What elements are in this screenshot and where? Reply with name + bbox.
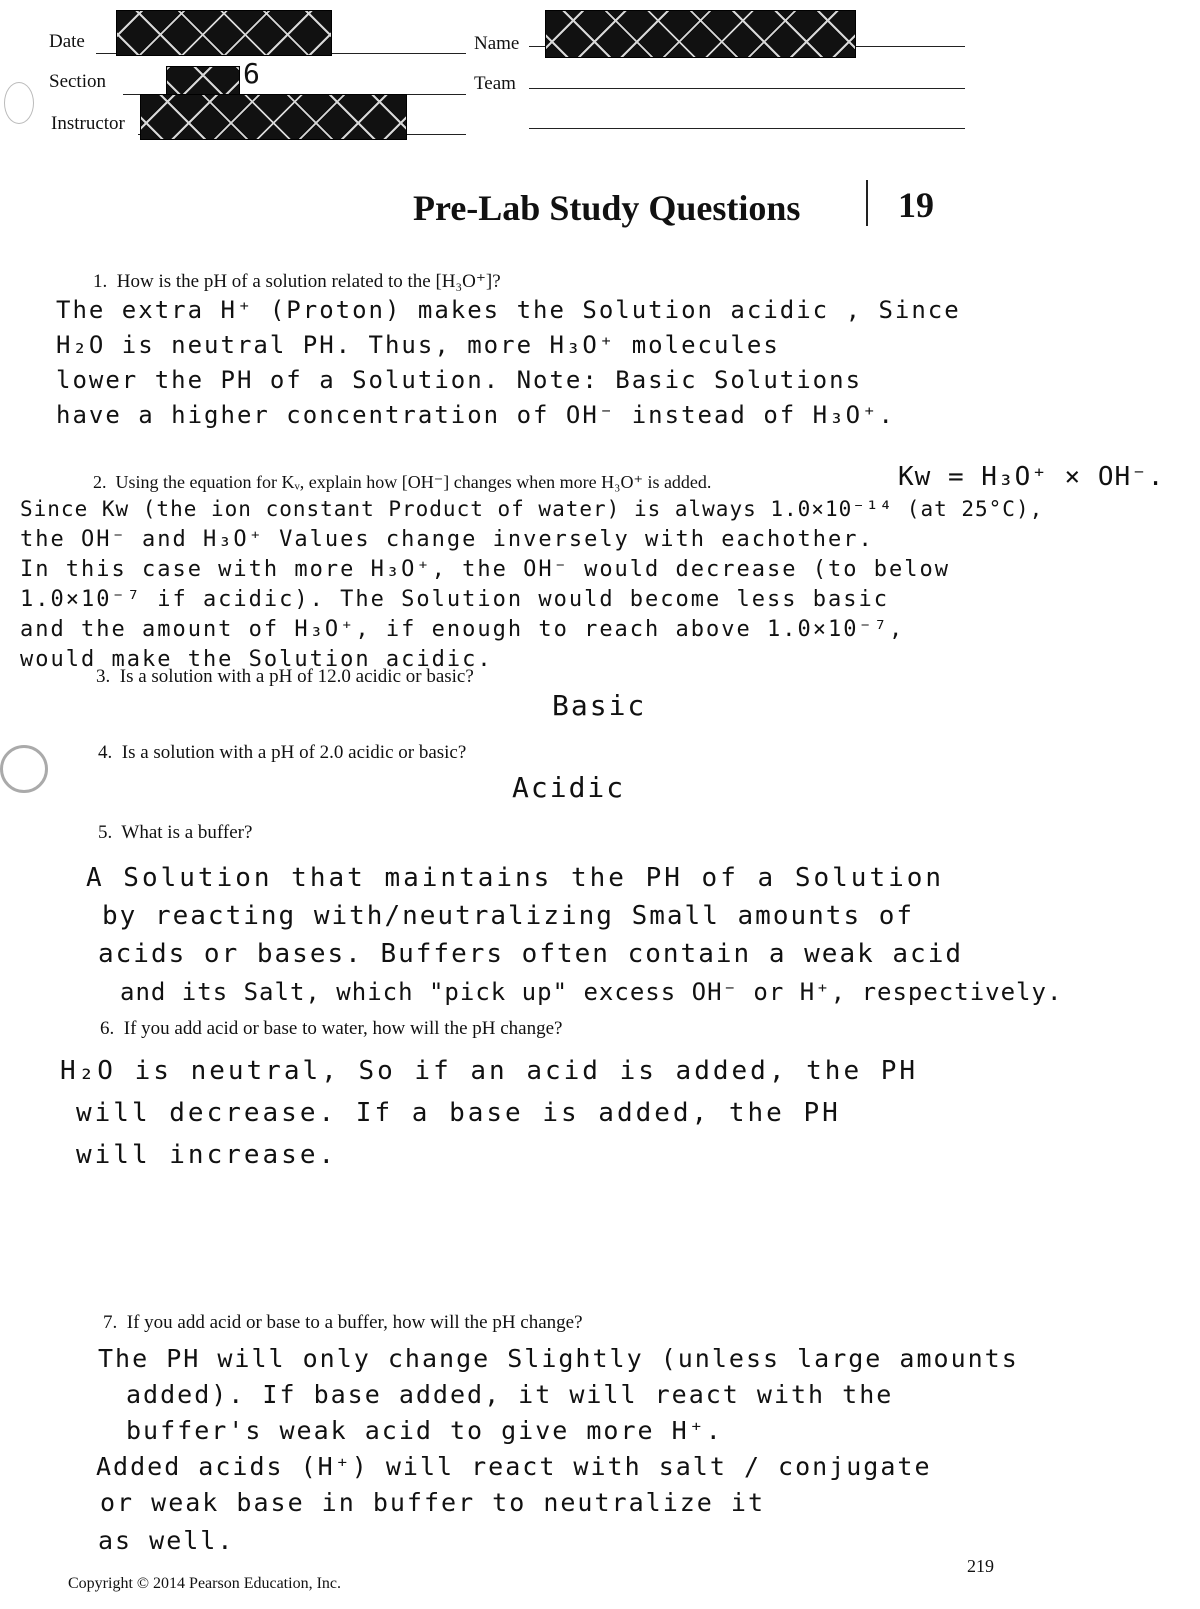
- answer-6-line-3: will increase.: [76, 1140, 338, 1170]
- section-value: 6: [243, 57, 262, 90]
- question-6: 6. If you add acid or base to water, how will the pH change?: [100, 1018, 563, 1039]
- answer-4: Acidic: [512, 771, 626, 804]
- answer-5-line-1: A Solution that maintains the PH of a Solution: [86, 863, 945, 893]
- answer-7-line-3: buffer's weak acid to give more H⁺.: [126, 1416, 723, 1445]
- answer-7-line-6: as well.: [98, 1526, 235, 1555]
- answer-3: Basic: [552, 689, 647, 722]
- answer-6-line-2: will decrease. If a base is added, the PH: [76, 1098, 841, 1128]
- page-title: Pre-Lab Study Questions: [413, 188, 801, 228]
- answer-2-inline: Kw = H₃O⁺ × OH⁻.: [898, 462, 1165, 492]
- question-4: 4. Is a solution with a pH of 2.0 acidic or basic?: [98, 742, 467, 763]
- answer-7-line-5: or weak base in buffer to neutralize it: [100, 1488, 765, 1517]
- answer-7-line-1: The PH will only change Slightly (unless large amounts: [98, 1344, 1019, 1373]
- binder-hole-mark: [4, 82, 34, 124]
- team-label: Team: [474, 73, 516, 94]
- answer-7-line-2: added). If base added, it will react with the: [126, 1380, 894, 1409]
- binder-hole-mark: [0, 745, 48, 793]
- instructor-label: Instructor: [51, 113, 125, 134]
- answer-2-line-6: would make the Solution acidic.: [20, 647, 493, 672]
- answer-2-line-4: 1.0×10⁻⁷ if acidic). The Solution would become less basic: [20, 587, 889, 612]
- answer-6-line-1: H₂O is neutral, So if an acid is added, the PH: [60, 1056, 919, 1086]
- answer-2-line-2: the OH⁻ and H₃O⁺ Values change inversely with eachother.: [20, 527, 874, 552]
- answer-1-line-4: have a higher concentration of OH⁻ instead of H₃O⁺.: [56, 401, 895, 429]
- answer-1-line-3: lower the PH of a Solution. Note: Basic Solutions: [56, 366, 863, 394]
- answer-1-line-1: The extra H⁺ (Proton) makes the Solution acidic , Since: [56, 296, 961, 324]
- title-divider: [866, 180, 868, 226]
- instructor-redaction: [140, 94, 407, 140]
- name-redaction: [545, 10, 856, 58]
- date-label: Date: [49, 31, 85, 52]
- question-2: 2. Using the equation for Kᵥ, explain how [OH⁻] changes when more H₃O⁺ is added.: [93, 472, 712, 492]
- answer-2-line-5: and the amount of H₃O⁺, if enough to reach above 1.0×10⁻⁷,: [20, 617, 905, 642]
- answer-5-line-3: acids or bases. Buffers often contain a weak acid: [98, 939, 964, 969]
- copyright: Copyright © 2014 Pearson Education, Inc.: [68, 1575, 341, 1592]
- answer-7-line-4: Added acids (H⁺) will react with salt / conjugate: [96, 1452, 932, 1481]
- page-number: 219: [967, 1556, 994, 1576]
- chapter-number: 19: [898, 185, 934, 225]
- question-5: 5. What is a buffer?: [98, 822, 253, 843]
- answer-2-line-3: In this case with more H₃O⁺, the OH⁻ would decrease (to below: [20, 557, 950, 582]
- answer-5-line-2: by reacting with/neutralizing Small amounts of: [102, 901, 915, 931]
- question-1: 1. How is the pH of a solution related to the [H₃O⁺]?: [93, 271, 501, 292]
- date-redaction: [116, 10, 332, 56]
- answer-2-line-1: Since Kw (the ion constant Product of water) is always 1.0×10⁻¹⁴ (at 25°C),: [20, 497, 1044, 521]
- section-label: Section: [49, 71, 106, 92]
- answer-1-line-2: H₂O is neutral PH. Thus, more H₃O⁺ molecules: [56, 331, 780, 359]
- question-3: 3. Is a solution with a pH of 12.0 acidic or basic?: [96, 666, 474, 687]
- blank-line: [529, 128, 965, 129]
- team-line: [529, 88, 965, 89]
- name-label: Name: [474, 33, 520, 54]
- question-7: 7. If you add acid or base to a buffer, how will the pH change?: [103, 1312, 583, 1333]
- answer-5-line-4: and its Salt, which "pick up" excess OH⁻ or H⁺, respectively.: [120, 978, 1063, 1006]
